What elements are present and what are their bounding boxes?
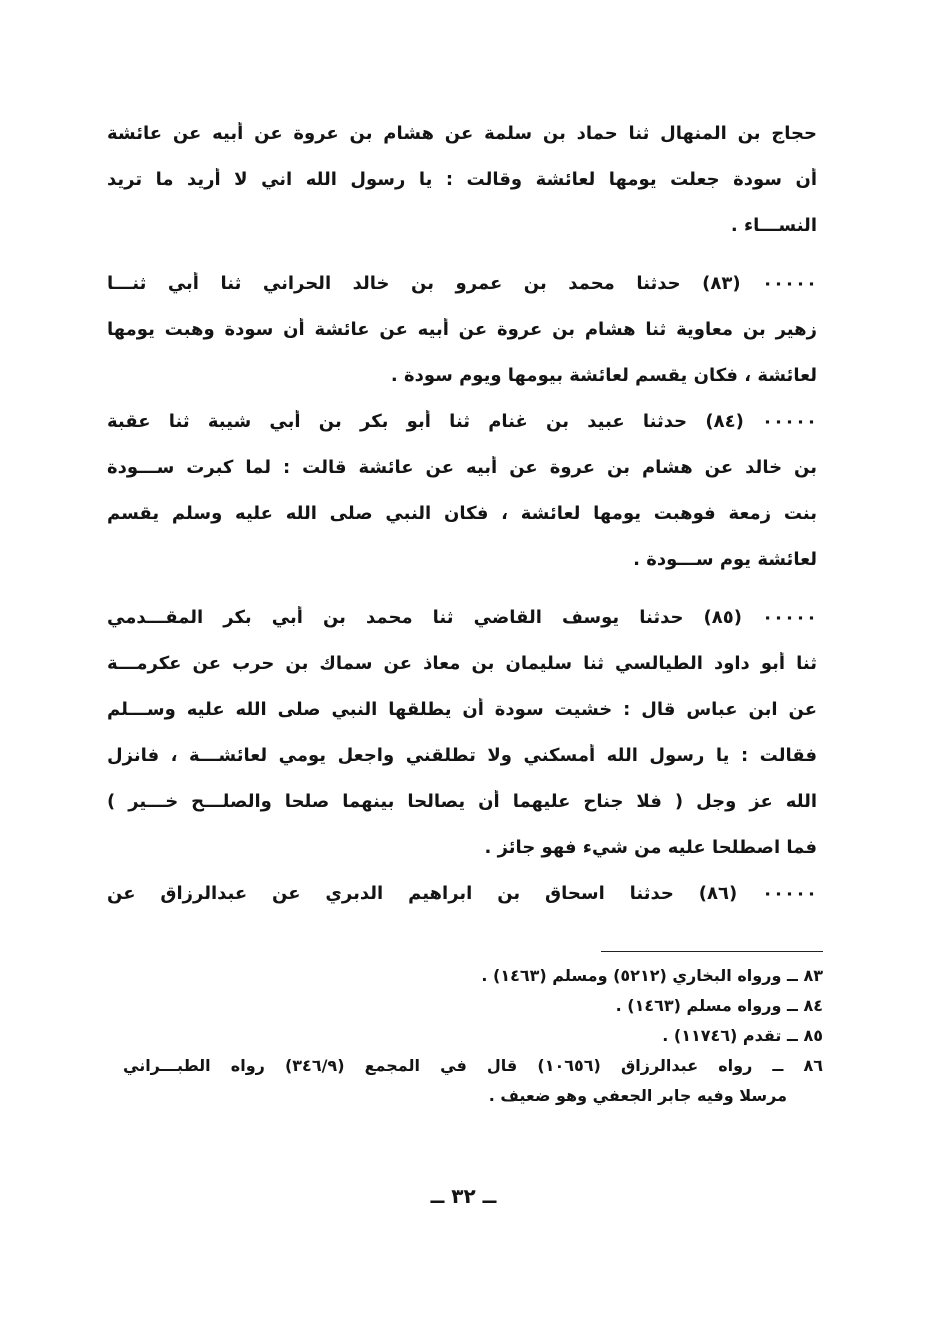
hadith-86-line: ٠٠٠٠٠ (٨٦) حدثنا اسحاق بن ابراهيم الدبري عن عبدالرزاق عن bbox=[107, 883, 817, 904]
hadith-85-line: ٠٠٠٠٠ (٨٥) حدثنا يوسف القاضي ثنا محمد بن أبي بكر المقـــدمي bbox=[107, 607, 817, 628]
text-line: النســـاء . bbox=[730, 215, 817, 236]
text-line: زهير بن معاوية ثنا هشام بن عروة عن أبيه عن عائشة أن سودة وهبت يومها bbox=[107, 319, 817, 340]
text-line: الله عز وجل ( فلا جناح عليهما أن يصالحا بينهما صلحا والصلـــح خـــير ) bbox=[107, 791, 817, 812]
text-line: ثنا أبو داود الطيالسي ثنا سليمان بن معاذ عن سماك بن حرب عن عكرمـــة bbox=[107, 653, 817, 674]
main-text bbox=[107, 122, 817, 928]
footnote-86-continued: مرسلا وفيه جابر الجعفي وهو ضعيف . bbox=[488, 1086, 787, 1105]
text-line: بن خالد عن هشام بن عروة عن أبيه عن عائشة قالت : لما كبرت ســـودة bbox=[107, 457, 817, 478]
footnotes bbox=[123, 965, 823, 1115]
hadith-83-line: ٠٠٠٠٠ (٨٣) حدثنا محمد بن عمرو بن خالد الحراني ثنا أبي ثنـــا bbox=[107, 273, 817, 294]
page-number: ــ ٣٢ ــ bbox=[430, 1184, 497, 1208]
text-line: فقالت : يا رسول الله أمسكني ولا تطلقني واجعل يومي لعائشـــة ، فانزل bbox=[107, 745, 817, 766]
text-line: أن سودة جعلت يومها لعائشة وقالت : يا رسول الله اني لا أريد ما تريد bbox=[107, 169, 817, 190]
footnote-85: ٨٥ ــ تقدم (١١٧٤٦) . bbox=[662, 1026, 823, 1045]
footnote-83: ٨٣ ــ ورواه البخاري (٥٢١٢) ومسلم (١٤٦٣) . bbox=[481, 966, 823, 985]
text-line: لعائشة يوم ســـودة . bbox=[633, 549, 817, 570]
text-line: عن ابن عباس قال : خشيت سودة أن يطلقها النبي صلى الله عليه وســـلم bbox=[107, 699, 817, 720]
footnote-divider bbox=[601, 951, 823, 952]
footnote-84: ٨٤ ــ ورواه مسلم (١٤٦٣) . bbox=[615, 996, 823, 1015]
text-line: حجاج بن المنهال ثنا حماد بن سلمة عن هشام بن عروة عن أبيه عن عائشة bbox=[107, 123, 817, 144]
text-line: لعائشة ، فكان يقسم لعائشة بيومها ويوم سودة . bbox=[390, 365, 817, 386]
hadith-84-line: ٠٠٠٠٠ (٨٤) حدثنا عبيد بن غنام ثنا أبو بكر بن أبي شيبة ثنا عقبة bbox=[107, 411, 817, 432]
text-line: بنت زمعة فوهبت يومها لعائشة ، فكان النبي صلى الله عليه وسلم يقسم bbox=[107, 503, 817, 524]
text-line: فما اصطلحا عليه من شيء فهو جائز . bbox=[484, 837, 817, 858]
footnote-86: ٨٦ ــ رواه عبدالرزاق (١٠٦٥٦) قال في المجمع (٣٤٦/٩) رواه الطبـــراني bbox=[123, 1056, 823, 1075]
